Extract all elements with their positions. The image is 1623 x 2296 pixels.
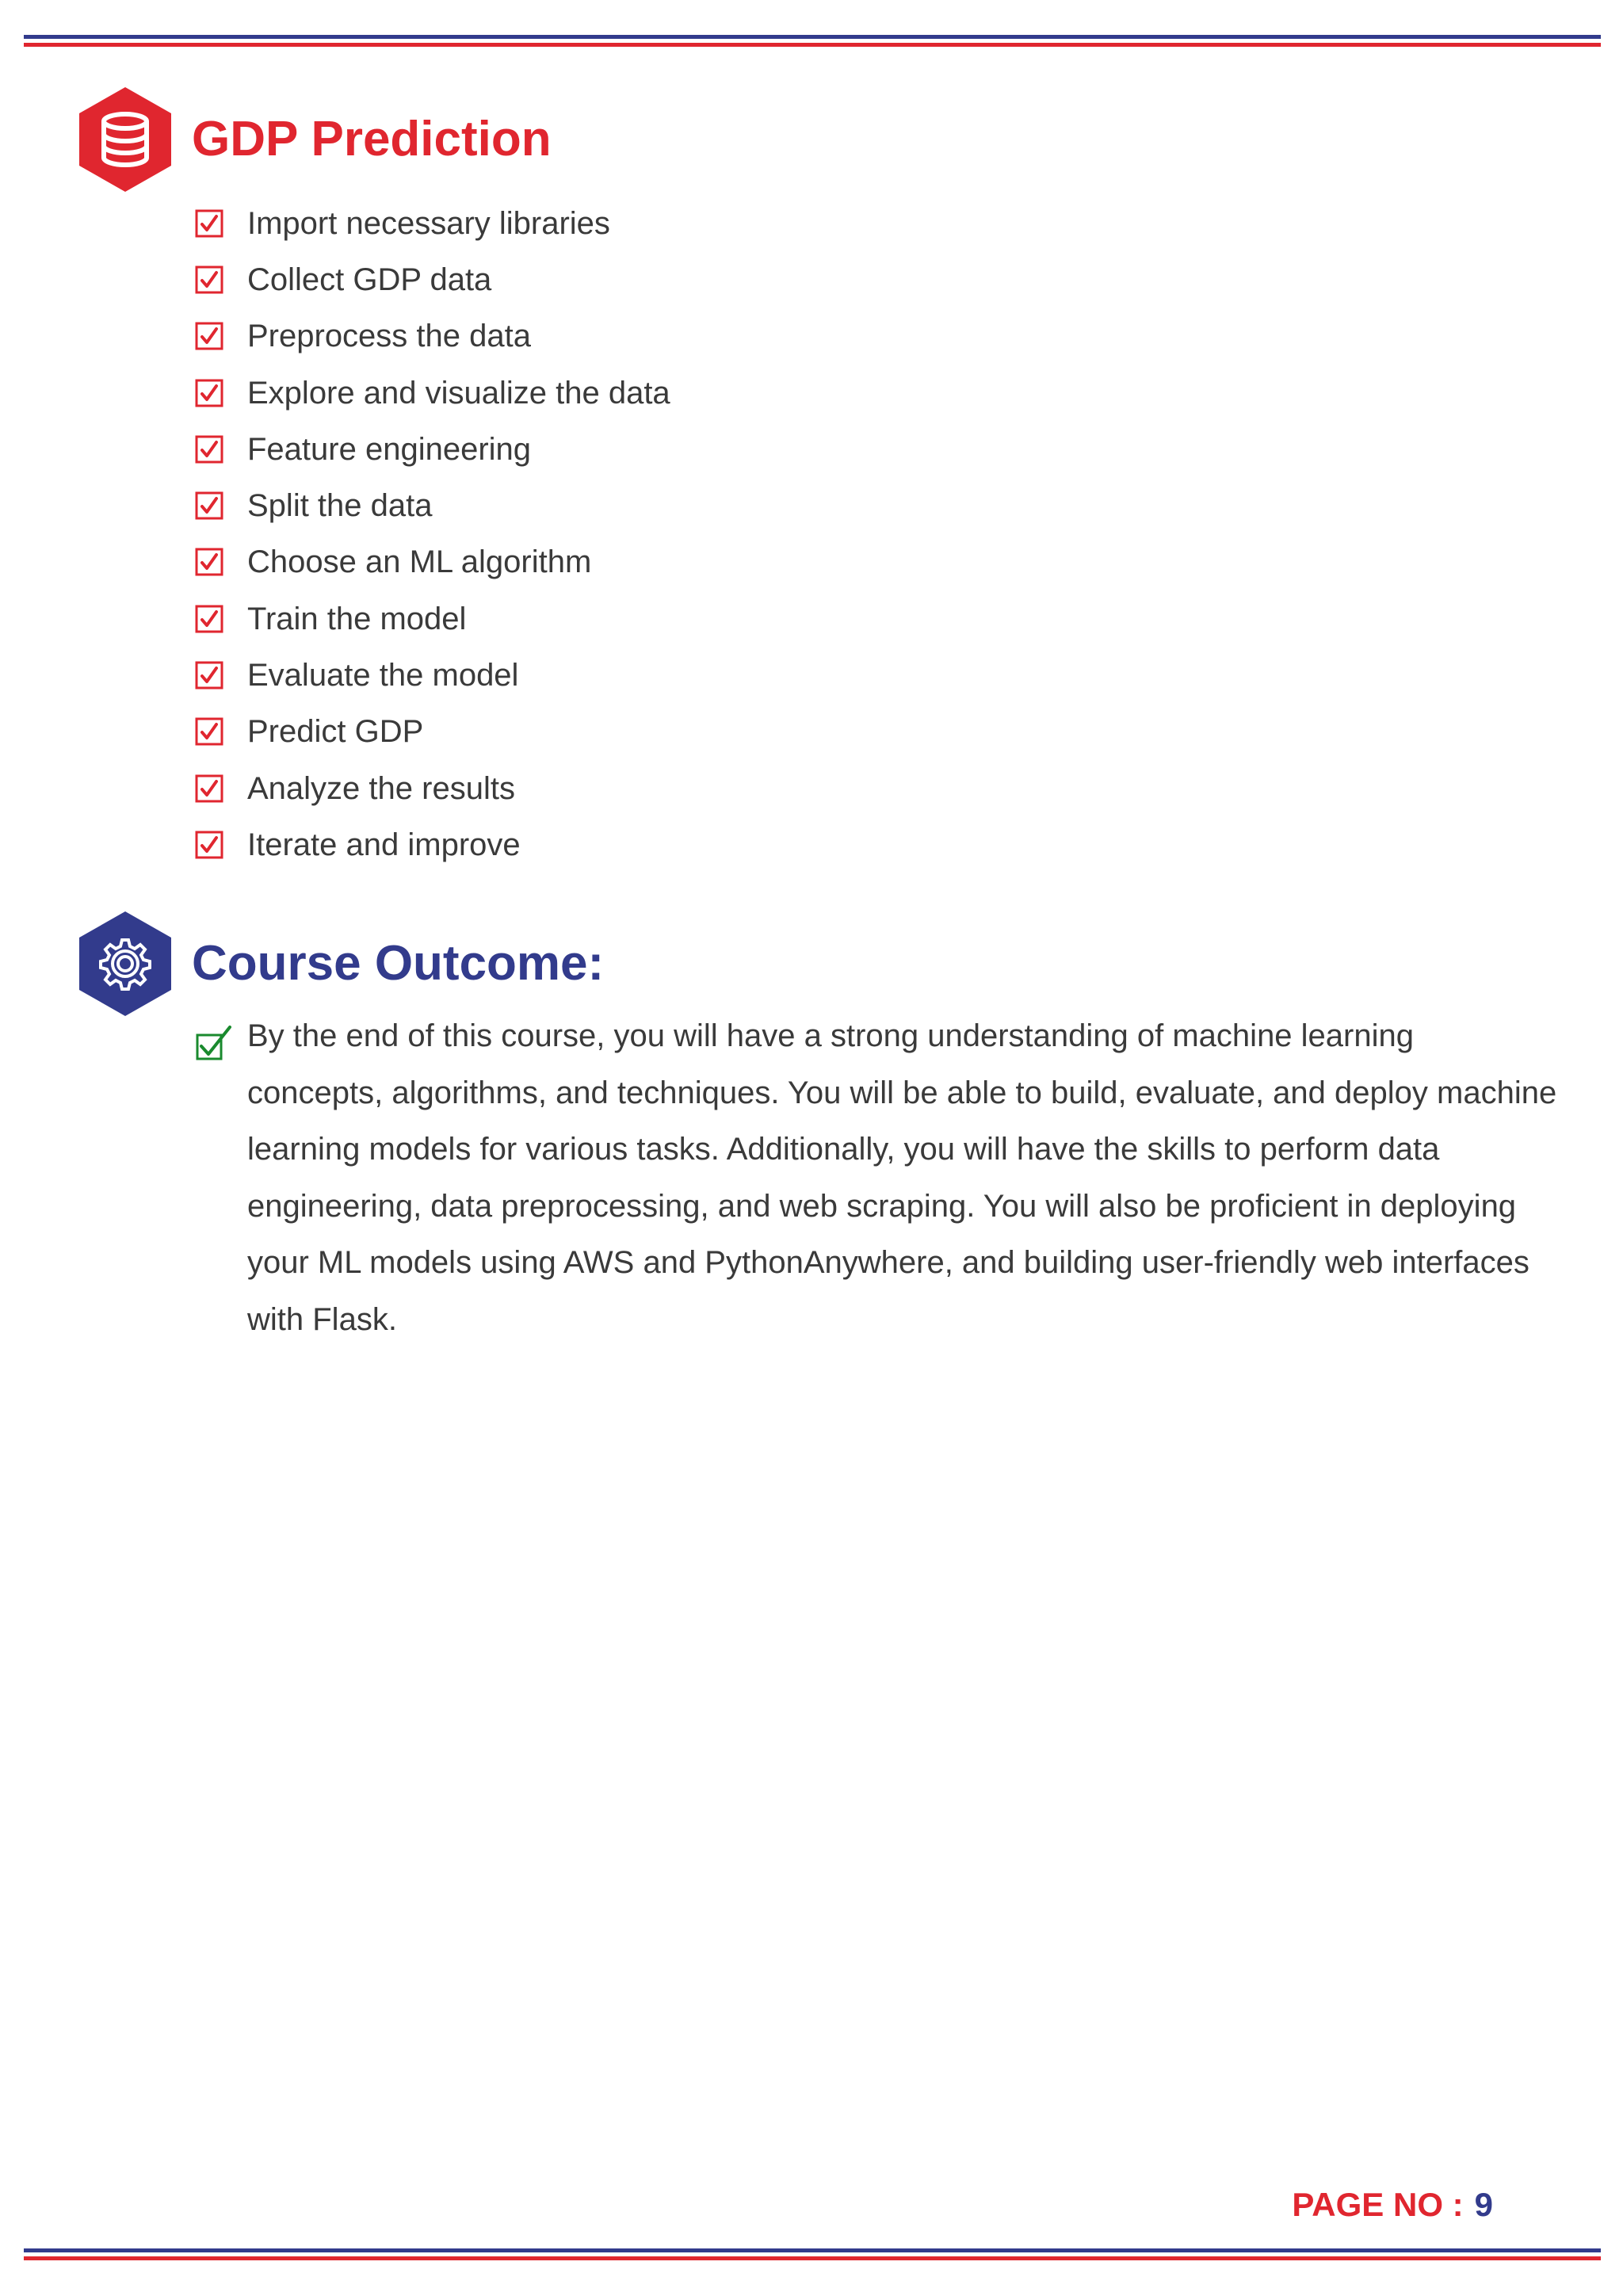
list-item — [195, 308, 670, 365]
list-item-label: Preprocess the data — [247, 319, 531, 354]
checkbox-checked-icon — [195, 548, 223, 576]
gdp-steps-list — [195, 195, 670, 873]
checkbox-checked-icon — [195, 774, 223, 803]
top-divider — [24, 35, 1601, 47]
list-item — [195, 251, 670, 308]
list-item-label: Import necessary libraries — [247, 205, 610, 241]
list-item — [195, 647, 670, 703]
list-item — [195, 534, 670, 590]
list-item — [195, 195, 670, 251]
bottom-divider — [24, 2248, 1601, 2260]
page-number-label: PAGE NO : — [1292, 2186, 1464, 2223]
page-number-value: 9 — [1474, 2186, 1493, 2223]
list-item — [195, 816, 670, 873]
list-item-label: Choose an ML algorithm — [247, 544, 592, 580]
list-item-label: Collect GDP data — [247, 262, 492, 297]
list-item-label: Feature engineering — [247, 431, 532, 467]
list-item-label: Analyze the results — [247, 770, 515, 806]
list-item-label: Predict GDP — [247, 714, 424, 750]
checkbox-checked-icon — [195, 266, 223, 294]
list-item — [195, 590, 670, 647]
list-item — [195, 421, 670, 477]
list-item-label: Explore and visualize the data — [247, 375, 670, 411]
course-outcome-item — [195, 1018, 1558, 1348]
list-item-label: Iterate and improve — [247, 827, 521, 862]
list-item — [195, 704, 670, 760]
checkbox-checked-icon — [195, 831, 223, 859]
list-item-label: Evaluate the model — [247, 658, 519, 693]
course-outcome-text: By the end of this course, you will have a strong understanding of machine learning concepts, algorithms, and techniques. You will be able to build, evaluate, and deploy machine learning models for various tasks. Additionally, you will have the skills to perform data engineering, data preprocessing, and web scraping. You will also be proficient in deploying your ML models using AWS and PythonAnywhere, and building user-friendly web interfaces with Flask. — [247, 1018, 1557, 1337]
checkbox-checked-icon — [195, 209, 223, 238]
list-item-label: Train the model — [247, 601, 467, 636]
checkbox-checked-icon — [195, 605, 223, 633]
page-number — [1292, 2186, 1493, 2224]
section-title: Course Outcome: — [192, 936, 605, 991]
list-item — [195, 760, 670, 816]
checkbox-checked-icon — [195, 322, 223, 350]
checkmark-icon — [195, 1024, 233, 1062]
checkbox-checked-icon — [195, 661, 223, 690]
list-item-label: Split the data — [247, 488, 433, 524]
checkbox-checked-icon — [195, 491, 223, 520]
gdp-prediction-header — [76, 86, 552, 193]
checkbox-checked-icon — [195, 379, 223, 407]
gear-icon — [76, 910, 174, 1018]
section-title: GDP Prediction — [192, 112, 552, 166]
checkbox-checked-icon — [195, 717, 223, 746]
list-item — [195, 477, 670, 533]
checkbox-checked-icon — [195, 435, 223, 464]
course-outcome-header — [76, 910, 604, 1018]
database-icon — [76, 86, 174, 193]
list-item — [195, 365, 670, 421]
